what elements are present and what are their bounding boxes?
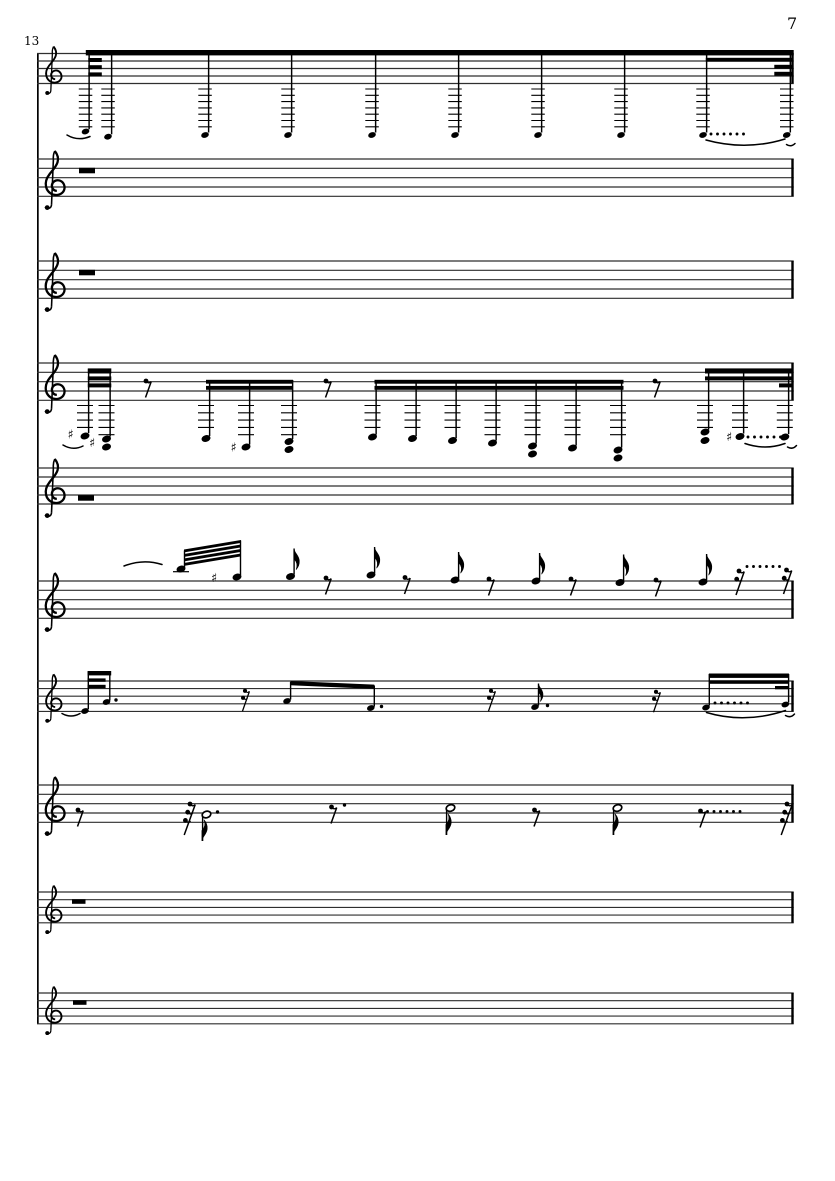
tie-stub <box>786 714 795 717</box>
sixteenth-rest-icon <box>734 569 744 595</box>
whole-rest-icon <box>72 899 86 904</box>
whole-rest-icon <box>79 270 95 276</box>
treble-clef-icon <box>45 253 65 312</box>
sixteenth-rest-icon <box>487 689 495 711</box>
sixteenth-rest-icon <box>241 689 249 711</box>
note-run <box>79 55 794 141</box>
staff-lines <box>37 785 794 822</box>
staff-lines <box>37 892 794 923</box>
staff-6 <box>37 540 794 632</box>
tremolo-dots <box>746 565 781 568</box>
staff-3 <box>37 253 794 312</box>
sharp-accidental: ♯ <box>726 429 733 444</box>
sharp-accidental: ♯ <box>67 426 74 442</box>
staff-lines <box>37 681 794 711</box>
barline <box>791 468 793 504</box>
eighth-rest-icon <box>532 808 540 827</box>
note <box>285 549 299 582</box>
staff-7 <box>37 671 795 723</box>
barline <box>791 681 793 711</box>
barline <box>791 581 793 618</box>
barline <box>791 892 793 923</box>
barline <box>791 54 793 84</box>
eighth-rest-icon <box>487 577 495 596</box>
whole-rest-icon <box>79 168 95 174</box>
staff-lines <box>37 468 794 504</box>
note <box>701 674 710 711</box>
eighth-rest-icon <box>569 577 577 596</box>
staff-4 <box>37 355 797 463</box>
tie-stub <box>788 446 797 449</box>
note <box>445 804 455 835</box>
staff-lines <box>37 581 794 618</box>
tie <box>706 139 785 145</box>
staff-lines <box>37 993 794 1024</box>
staff-1 <box>37 47 795 146</box>
beam <box>709 674 789 690</box>
eighth-rest-icon <box>403 575 411 594</box>
note <box>615 555 629 588</box>
staff-10 <box>37 987 794 1035</box>
thirtysecond-rest-icon <box>780 802 792 835</box>
beam <box>88 368 112 387</box>
eighth-rest-icon <box>76 808 84 827</box>
page-number: 7 <box>787 14 798 33</box>
treble-clef-icon <box>45 573 65 632</box>
eighth-rest-icon <box>324 576 332 595</box>
staff-8 <box>37 777 794 841</box>
note <box>530 684 549 711</box>
treble-clef-icon <box>45 777 65 836</box>
chord-note <box>697 369 713 445</box>
treble-clef-icon <box>45 886 61 934</box>
treble-clef-icon <box>45 151 65 210</box>
tie <box>62 714 80 717</box>
sharp-accidental: ♯ <box>230 439 237 455</box>
note <box>698 554 712 587</box>
tremolo-dots <box>747 436 782 439</box>
treble-clef-icon <box>45 987 61 1035</box>
staff-lines <box>37 54 794 84</box>
tie-stub <box>787 144 796 146</box>
barline <box>791 261 793 298</box>
barline <box>791 993 793 1024</box>
note <box>366 547 380 580</box>
measure-number: 13 <box>24 34 40 48</box>
augmentation-dot <box>546 704 549 707</box>
whole-rest-icon <box>78 495 94 501</box>
augmentation-dot <box>216 810 219 813</box>
note <box>450 552 464 585</box>
treble-clef-icon <box>45 674 61 722</box>
note <box>612 804 622 835</box>
beam <box>86 50 794 76</box>
staff-2 <box>37 151 794 210</box>
note <box>282 682 291 705</box>
sharp-accidental: ♯ <box>211 570 218 585</box>
note <box>80 672 89 715</box>
system-left-barline <box>37 54 39 1024</box>
note <box>366 686 383 712</box>
beam <box>705 368 792 387</box>
treble-clef-icon <box>45 355 65 414</box>
staff-lines <box>37 159 794 196</box>
beam <box>184 540 241 566</box>
augmentation-dot <box>114 698 117 701</box>
eighth-rest-icon <box>698 809 706 828</box>
beam <box>375 380 624 390</box>
whole-rest-icon <box>73 1000 87 1005</box>
note-run <box>365 380 627 463</box>
thirtysecond-rest-icon <box>183 802 195 835</box>
tie <box>63 445 83 448</box>
tremolo-dots <box>710 133 745 136</box>
tie <box>124 562 162 566</box>
tie <box>67 135 90 139</box>
beam <box>290 681 374 689</box>
beam <box>88 671 112 688</box>
sharp-accidental: ♯ <box>89 435 96 450</box>
barline <box>791 159 793 196</box>
barline <box>791 785 793 822</box>
staff-9 <box>37 886 794 934</box>
staff-lines <box>37 261 794 298</box>
note <box>781 674 790 708</box>
staff-5 <box>37 459 794 518</box>
tie <box>745 444 785 448</box>
sixteenth-rest-icon <box>652 690 660 712</box>
augmentation-dot <box>380 705 383 708</box>
note <box>201 810 219 841</box>
